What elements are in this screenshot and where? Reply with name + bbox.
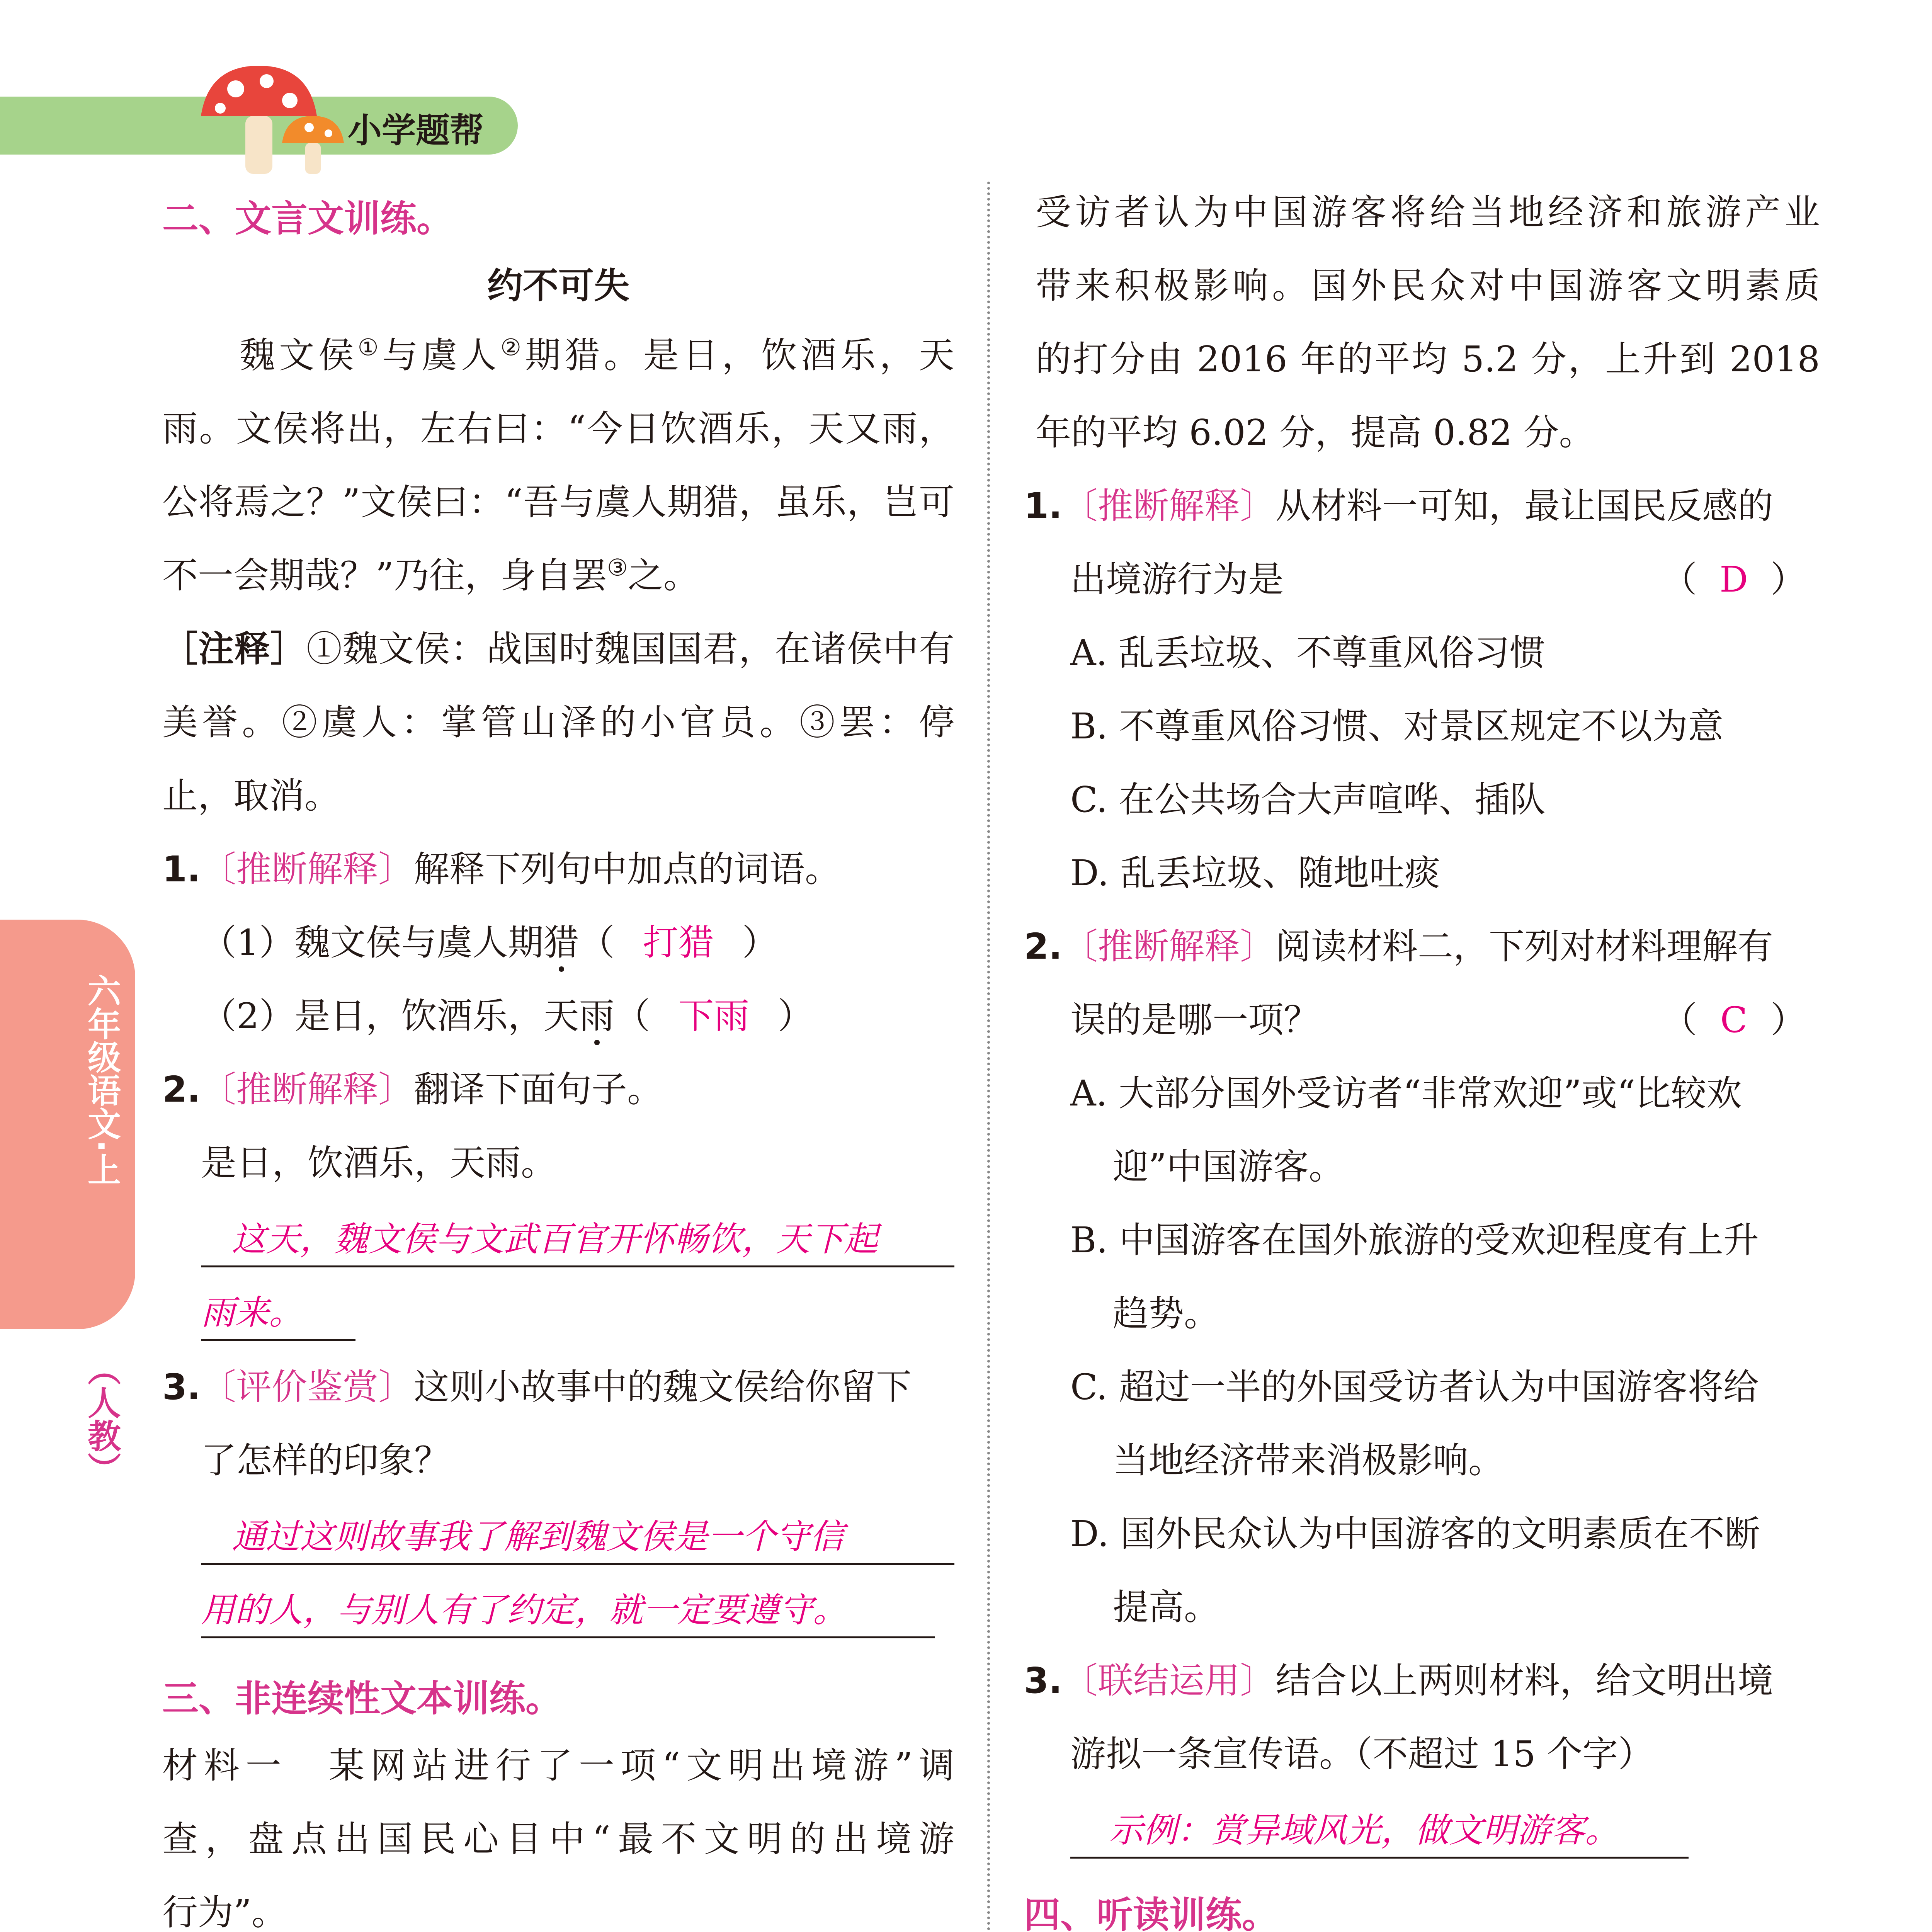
material-2-cont-4: 年的平均 6.02 分，提高 0.82 分。 [1036, 412, 1595, 453]
s3-q1-option-c: C. 在公共场合大声喧哗、插队 [1070, 779, 1546, 820]
passage-line-1: 魏文侯①与虞人②期猎。是日，饮酒乐，天 [240, 334, 954, 376]
s3-q2-option-a: A. 大部分国外受访者“非常欢迎”或“比较欢 [1070, 1073, 1742, 1114]
column-divider [987, 182, 990, 1932]
material-1-line-1: 材料一 某网站进行了一项“文明出境游”调 [162, 1745, 954, 1786]
material-1-line-3: 行为”。 [162, 1892, 287, 1932]
s3-q2-option-d-cont: 提高。 [1113, 1587, 1220, 1628]
answer-underline [201, 1339, 355, 1341]
s3-q2-option-a-cont: 迎”中国游客。 [1113, 1146, 1345, 1187]
mushroom-icon [193, 58, 348, 182]
s3-q1-option-b: B. 不尊重风俗习惯、对景区规定不以为意 [1070, 706, 1724, 747]
section-4-heading: 四、听读训练。 [1024, 1894, 1279, 1932]
passage-line-2: 雨。文侯将出，左右曰：“今日饮酒乐，天又雨， [162, 408, 954, 449]
s3-q1-line-2: 出境游行为是 [1070, 559, 1284, 600]
notes-line-1: ［注释］①魏文侯：战国时魏国国君，在诸侯中有 [162, 628, 954, 670]
s3-q2-answer-bracket: （ C ） [1662, 999, 1806, 1041]
answer-underline [201, 1265, 954, 1267]
material-2-cont-2: 带来积极影响。国外民众对中国游客文明素质 [1036, 265, 1820, 306]
side-tab-edition: （人教） [82, 1352, 121, 1485]
s3-q1-option-a: A. 乱丢垃圾、不尊重风俗习惯 [1070, 632, 1545, 673]
s3-q2-option-d: D. 国外民众认为中国游客的文明素质在不断 [1070, 1513, 1760, 1554]
s2-q3-answer-1: 通过这则故事我了解到魏文侯是一个守信 [232, 1517, 844, 1556]
material-2-cont-1: 受访者认为中国游客将给当地经济和旅游产业 [1036, 192, 1820, 233]
s2-q2-sentence: 是日，饮酒乐，天雨。 [201, 1142, 557, 1184]
notes-line-3: 止，取消。 [162, 775, 340, 816]
s2-q1-a: （1）魏文侯与虞人期猎（ 打猎 ） [201, 922, 778, 963]
section-3-heading: 三、非连续性文本训练。 [162, 1678, 562, 1720]
s2-q3: 3.〔评价鉴赏〕这则小故事中的魏文侯给你留下 [162, 1366, 912, 1408]
s3-q2-option-c: C. 超过一半的外国受访者认为中国游客将给 [1070, 1366, 1759, 1408]
s2-q2: 2.〔推断解释〕翻译下面句子。 [162, 1069, 663, 1110]
answer-underline [201, 1563, 954, 1565]
brand-name: 小学题帮 [348, 111, 484, 150]
passage-line-4: 不一会期哉？”乃往，身自罢③之。 [162, 554, 699, 596]
s3-q2: 2.〔推断解释〕阅读材料二，下列对材料理解有 [1024, 926, 1773, 967]
s3-q1: 1.〔推断解释〕从材料一可知，最让国民反感的 [1024, 485, 1773, 527]
s3-q3-answer: 示例：赏异域风光，做文明游客。 [1109, 1810, 1619, 1850]
s2-q2-answer-1: 这天，魏文侯与文武百官开怀畅饮，天下起 [232, 1219, 878, 1259]
material-1-line-2: 查，盘点出国民心目中“最不文明的出境游 [162, 1818, 954, 1860]
s3-q3-line-2: 游拟一条宣传语。（不超过 15 个字） [1070, 1733, 1654, 1775]
notes-line-2: 美誉。②虞人：掌管山泽的小官员。③罢：停 [162, 702, 954, 743]
s2-q1-b: （2）是日，饮酒乐，天雨（ 下雨 ） [201, 995, 813, 1037]
section-2-heading: 二、文言文训练。 [162, 198, 453, 240]
s3-q1-option-d: D. 乱丢垃圾、随地吐痰 [1070, 852, 1440, 894]
passage-title: 约不可失 [487, 265, 629, 306]
s3-q1-answer-bracket: （ D ） [1662, 559, 1806, 600]
s2-q3-line-2: 了怎样的印象？ [201, 1440, 450, 1481]
s2-q1: 1.〔推断解释〕解释下列句中加点的词语。 [162, 849, 840, 890]
side-tab-grade: 六年级语文·上 [82, 974, 121, 1186]
answer-underline [201, 1636, 935, 1638]
s3-q2-line-2: 误的是哪一项？ [1070, 999, 1320, 1041]
s3-q2-option-c-cont: 当地经济带来消极影响。 [1113, 1440, 1504, 1481]
s2-q3-answer-2: 用的人，与别人有了约定，就一定要遵守。 [201, 1590, 847, 1630]
material-2-cont-3: 的打分由 2016 年的平均 5.2 分，上升到 2018 [1036, 338, 1820, 380]
passage-line-3: 公将焉之？”文侯曰：“吾与虞人期猎，虽乐，岂可 [162, 481, 954, 523]
s3-q3: 3.〔联结运用〕结合以上两则材料，给文明出境 [1024, 1660, 1773, 1701]
answer-underline [1070, 1857, 1689, 1859]
s3-q2-option-b-cont: 趋势。 [1113, 1293, 1220, 1334]
s3-q2-option-b: B. 中国游客在国外旅游的受欢迎程度有上升 [1070, 1219, 1759, 1261]
s2-q2-answer-2: 雨来。 [201, 1293, 303, 1332]
